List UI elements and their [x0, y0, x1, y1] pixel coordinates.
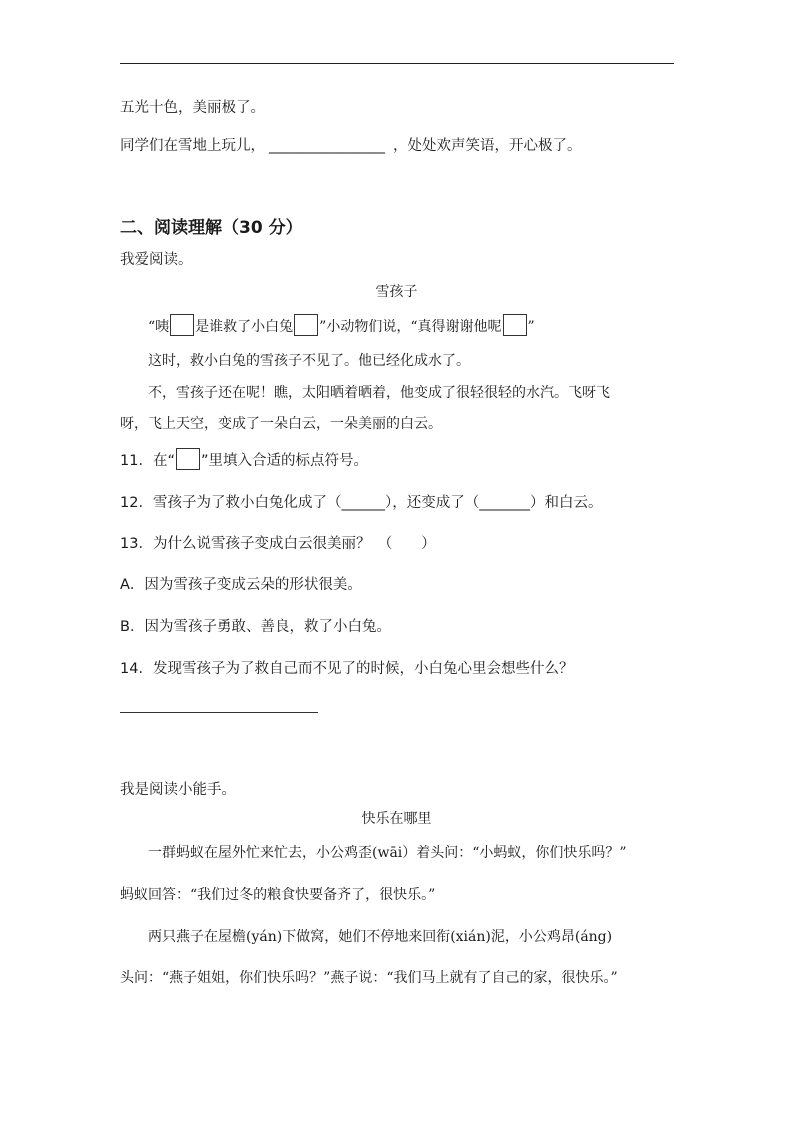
story-title: 快乐在哪里	[361, 811, 432, 827]
dialogue-part: ”小动物们说，“真得谢谢他呢	[319, 319, 502, 335]
story-paragraph: 一群蚂蚁在屋外忙来忙去，小公鸡歪(wāi）着头问：“小蚂蚁，你们快乐吗？”	[148, 845, 627, 861]
sentence-end: ，处处欢声笑语，开心极了。	[393, 138, 582, 154]
option-b[interactable]: B．因为雪孩子勇敢、善良，救了小白兔。	[120, 619, 391, 635]
section-intro: 我爱阅读。	[120, 252, 193, 268]
answer-line[interactable]	[120, 712, 318, 713]
header-rule	[120, 63, 674, 64]
question-text: 12．雪孩子为了救小白兔化成了（	[120, 495, 342, 511]
punctuation-box[interactable]	[294, 314, 318, 336]
question-text: 11．在“	[120, 453, 175, 469]
fill-in-sentence	[120, 134, 582, 155]
question-13: 13．为什么说雪孩子变成白云很美丽？ （ ）	[120, 536, 436, 552]
story-paragraph	[148, 314, 535, 336]
punctuation-box	[176, 448, 200, 470]
question-12	[120, 491, 602, 512]
story-paragraph: 这时，救小白兔的雪孩子不见了。他已经化成水了。	[148, 353, 470, 369]
dialogue-part: “咦	[148, 319, 170, 335]
story-paragraph: 不，雪孩子还在呢！瞧，太阳晒着晒着，他变成了很轻很轻的水汽。飞呀飞	[148, 385, 610, 401]
story-title: 雪孩子	[375, 284, 418, 300]
sentence-start: 同学们在雪地上玩儿，	[120, 138, 265, 154]
text-line: 五光十色，美丽极了。	[120, 100, 265, 116]
punctuation-box[interactable]	[503, 314, 527, 336]
question-text: ”里填入合适的标点符号。	[200, 453, 368, 469]
answer-blank[interactable]: ______	[341, 495, 385, 511]
dialogue-part: ”	[527, 319, 535, 335]
question-text: ）和白云。	[529, 495, 603, 511]
question-14: 14．发现雪孩子为了救自己而不见了的时候，小白兔心里会想些什么？	[120, 661, 574, 677]
dialogue-part: 是谁救了小白兔	[195, 319, 294, 335]
story-paragraph: 蚂蚁回答：“我们过冬的粮食快要备齐了，很快乐。”	[120, 887, 436, 903]
question-11	[120, 448, 368, 470]
section-heading: 二、阅读理解（30 分）	[120, 218, 303, 238]
story-paragraph: 两只燕子在屋檐(yán)下做窝，她们不停地来回衔(xián)泥，小公鸡昂(áng)	[148, 929, 613, 945]
punctuation-box[interactable]	[170, 314, 194, 336]
question-text: ），还变成了（	[384, 495, 480, 511]
story-paragraph: 头问：“燕子姐姐，你们快乐吗？”燕子说：“我们马上就有了自己的家，很快乐。”	[120, 970, 618, 986]
option-a[interactable]: A．因为雪孩子变成云朵的形状很美。	[120, 577, 362, 593]
story-paragraph: 呀，飞上天空，变成了一朵白云，一朵美丽的白云。	[120, 416, 442, 432]
answer-blank[interactable]: ________________	[269, 138, 385, 154]
section-intro: 我是阅读小能手。	[120, 782, 236, 798]
answer-blank[interactable]: _______	[479, 495, 530, 511]
